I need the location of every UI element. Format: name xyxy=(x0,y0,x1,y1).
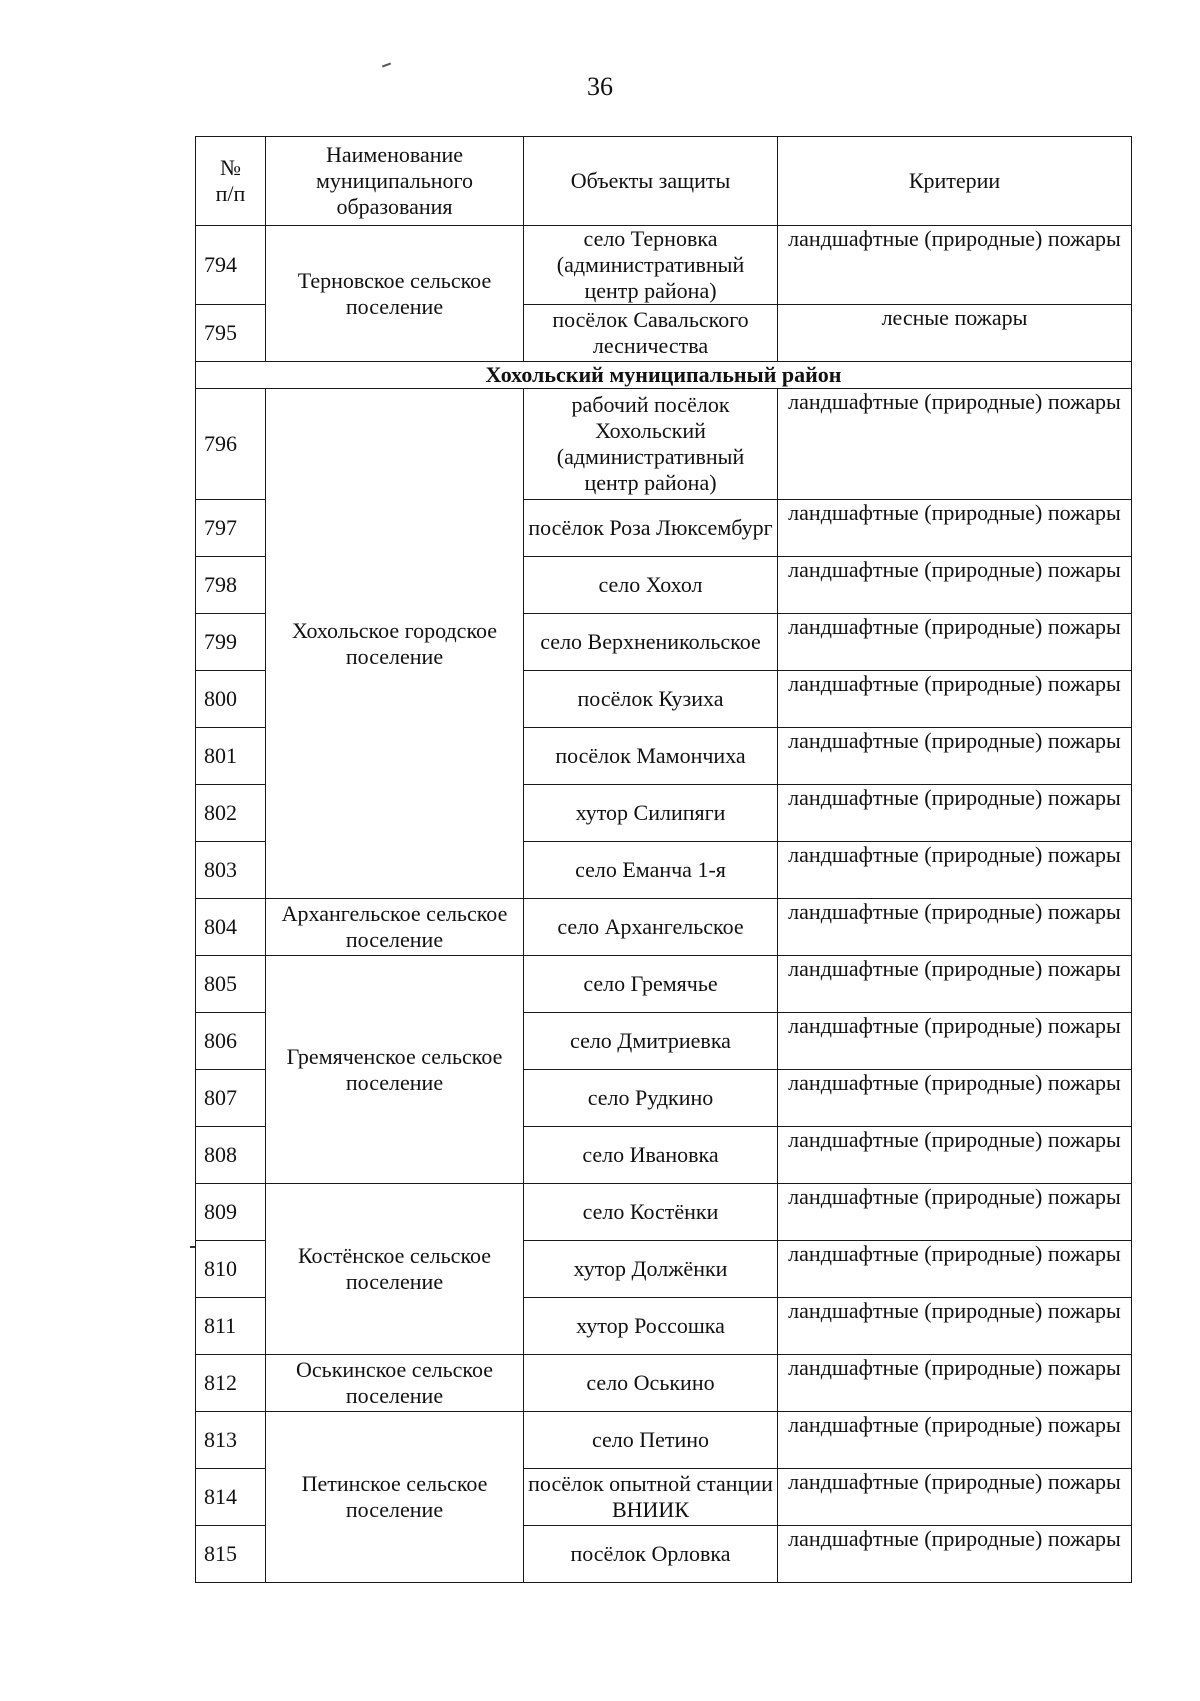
row-number: 796 xyxy=(196,389,266,500)
row-number: 794 xyxy=(196,226,266,305)
row-number: 811 xyxy=(196,1298,266,1355)
row-number: 812 xyxy=(196,1355,266,1412)
table-row xyxy=(196,899,1132,956)
protection-object: посёлок опытной станции ВНИИК xyxy=(524,1469,778,1526)
row-number: 804 xyxy=(196,899,266,956)
table-row xyxy=(196,1184,1132,1241)
criteria-cell: ландшафтные (природные) пожары xyxy=(778,389,1132,500)
criteria-cell: ландшафтные (природные) пожары xyxy=(778,614,1132,671)
municipality-name: Терновское сельское поселение xyxy=(266,226,524,362)
row-number: 795 xyxy=(196,305,266,362)
criteria-cell: ландшафтные (природные) пожары xyxy=(778,1298,1132,1355)
row-number: 806 xyxy=(196,1013,266,1070)
row-number: 801 xyxy=(196,728,266,785)
protection-object: село Терновка (административный центр района) xyxy=(524,226,778,305)
municipality-name: Петинское сельское поселение xyxy=(266,1412,524,1583)
criteria-cell: ландшафтные (природные) пожары xyxy=(778,226,1132,305)
page-number: 36 xyxy=(587,72,613,101)
protection-object: село Еманча 1-я xyxy=(524,842,778,899)
municipality-name: Костёнское сельское поселение xyxy=(266,1184,524,1355)
protection-object: посёлок Роза Люксембург xyxy=(524,500,778,557)
header-objects: Объекты защиты xyxy=(524,137,778,226)
criteria-cell: ландшафтные (природные) пожары xyxy=(778,1127,1132,1184)
table-row xyxy=(196,956,1132,1013)
criteria-cell: ландшафтные (природные) пожары xyxy=(778,1070,1132,1127)
row-number: 797 xyxy=(196,500,266,557)
protection-object: село Ивановка xyxy=(524,1127,778,1184)
protection-object: посёлок Кузиха xyxy=(524,671,778,728)
scan-artifact-mark xyxy=(382,63,391,68)
protection-object: село Хохол xyxy=(524,557,778,614)
protection-object: посёлок Орловка xyxy=(524,1526,778,1583)
protection-object: село Верхненикольское xyxy=(524,614,778,671)
header-municipality: Наименование муниципального образования xyxy=(266,137,524,226)
criteria-cell: ландшафтные (природные) пожары xyxy=(778,1013,1132,1070)
protection-object: село Костёнки xyxy=(524,1184,778,1241)
district-heading: Хохольский муниципальный район xyxy=(196,362,1132,389)
protection-object: рабочий посёлок Хохольский (административный центр района) xyxy=(524,389,778,500)
criteria-cell: ландшафтные (природные) пожары xyxy=(778,500,1132,557)
protection-object: село Рудкино xyxy=(524,1070,778,1127)
row-number: 814 xyxy=(196,1469,266,1526)
row-number: 802 xyxy=(196,785,266,842)
municipality-name: Гремяченское сельское поселение xyxy=(266,956,524,1184)
row-number: 809 xyxy=(196,1184,266,1241)
protection-object: село Петино xyxy=(524,1412,778,1469)
criteria-cell: ландшафтные (природные) пожары xyxy=(778,671,1132,728)
criteria-cell: ландшафтные (природные) пожары xyxy=(778,557,1132,614)
municipality-name: Архангельское сельское поселение xyxy=(266,899,524,956)
criteria-cell: ландшафтные (природные) пожары xyxy=(778,1526,1132,1583)
criteria-cell: ландшафтные (природные) пожары xyxy=(778,956,1132,1013)
protection-object: хутор Должёнки xyxy=(524,1241,778,1298)
district-heading-row xyxy=(196,362,1132,389)
criteria-cell: ландшафтные (природные) пожары xyxy=(778,1355,1132,1412)
protection-object: посёлок Савальского лесничества xyxy=(524,305,778,362)
criteria-cell: ландшафтные (природные) пожары xyxy=(778,899,1132,956)
table-row xyxy=(196,1412,1132,1469)
row-number: 815 xyxy=(196,1526,266,1583)
row-number: 807 xyxy=(196,1070,266,1127)
criteria-cell: ландшафтные (природные) пожары xyxy=(778,1241,1132,1298)
municipality-name: Хохольское городское поселение xyxy=(266,389,524,899)
criteria-cell: лесные пожары xyxy=(778,305,1132,362)
header-num: № п/п xyxy=(196,137,266,226)
row-number: 799 xyxy=(196,614,266,671)
header-criteria: Критерии xyxy=(778,137,1132,226)
protection-objects-table xyxy=(195,136,1132,1583)
table-row xyxy=(196,389,1132,500)
protection-object: село Оськино xyxy=(524,1355,778,1412)
row-number: 813 xyxy=(196,1412,266,1469)
row-number: 808 xyxy=(196,1127,266,1184)
row-number: 798 xyxy=(196,557,266,614)
protection-object: хутор Силипяги xyxy=(524,785,778,842)
row-number: 803 xyxy=(196,842,266,899)
row-number: 810 xyxy=(196,1241,266,1298)
criteria-cell: ландшафтные (природные) пожары xyxy=(778,842,1132,899)
criteria-cell: ландшафтные (природные) пожары xyxy=(778,1412,1132,1469)
criteria-cell: ландшафтные (природные) пожары xyxy=(778,785,1132,842)
criteria-cell: ландшафтные (природные) пожары xyxy=(778,1469,1132,1526)
protection-object: посёлок Мамончиха xyxy=(524,728,778,785)
criteria-cell: ландшафтные (природные) пожары xyxy=(778,728,1132,785)
row-number: 805 xyxy=(196,956,266,1013)
table-row xyxy=(196,1355,1132,1412)
protection-object: село Архангельское xyxy=(524,899,778,956)
table-header-row xyxy=(196,137,1132,226)
municipality-name: Оськинское сельское поселение xyxy=(266,1355,524,1412)
row-number: 800 xyxy=(196,671,266,728)
protection-object: село Гремячье xyxy=(524,956,778,1013)
protection-object: село Дмитриевка xyxy=(524,1013,778,1070)
table-row xyxy=(196,226,1132,305)
criteria-cell: ландшафтные (природные) пожары xyxy=(778,1184,1132,1241)
protection-object: хутор Россошка xyxy=(524,1298,778,1355)
